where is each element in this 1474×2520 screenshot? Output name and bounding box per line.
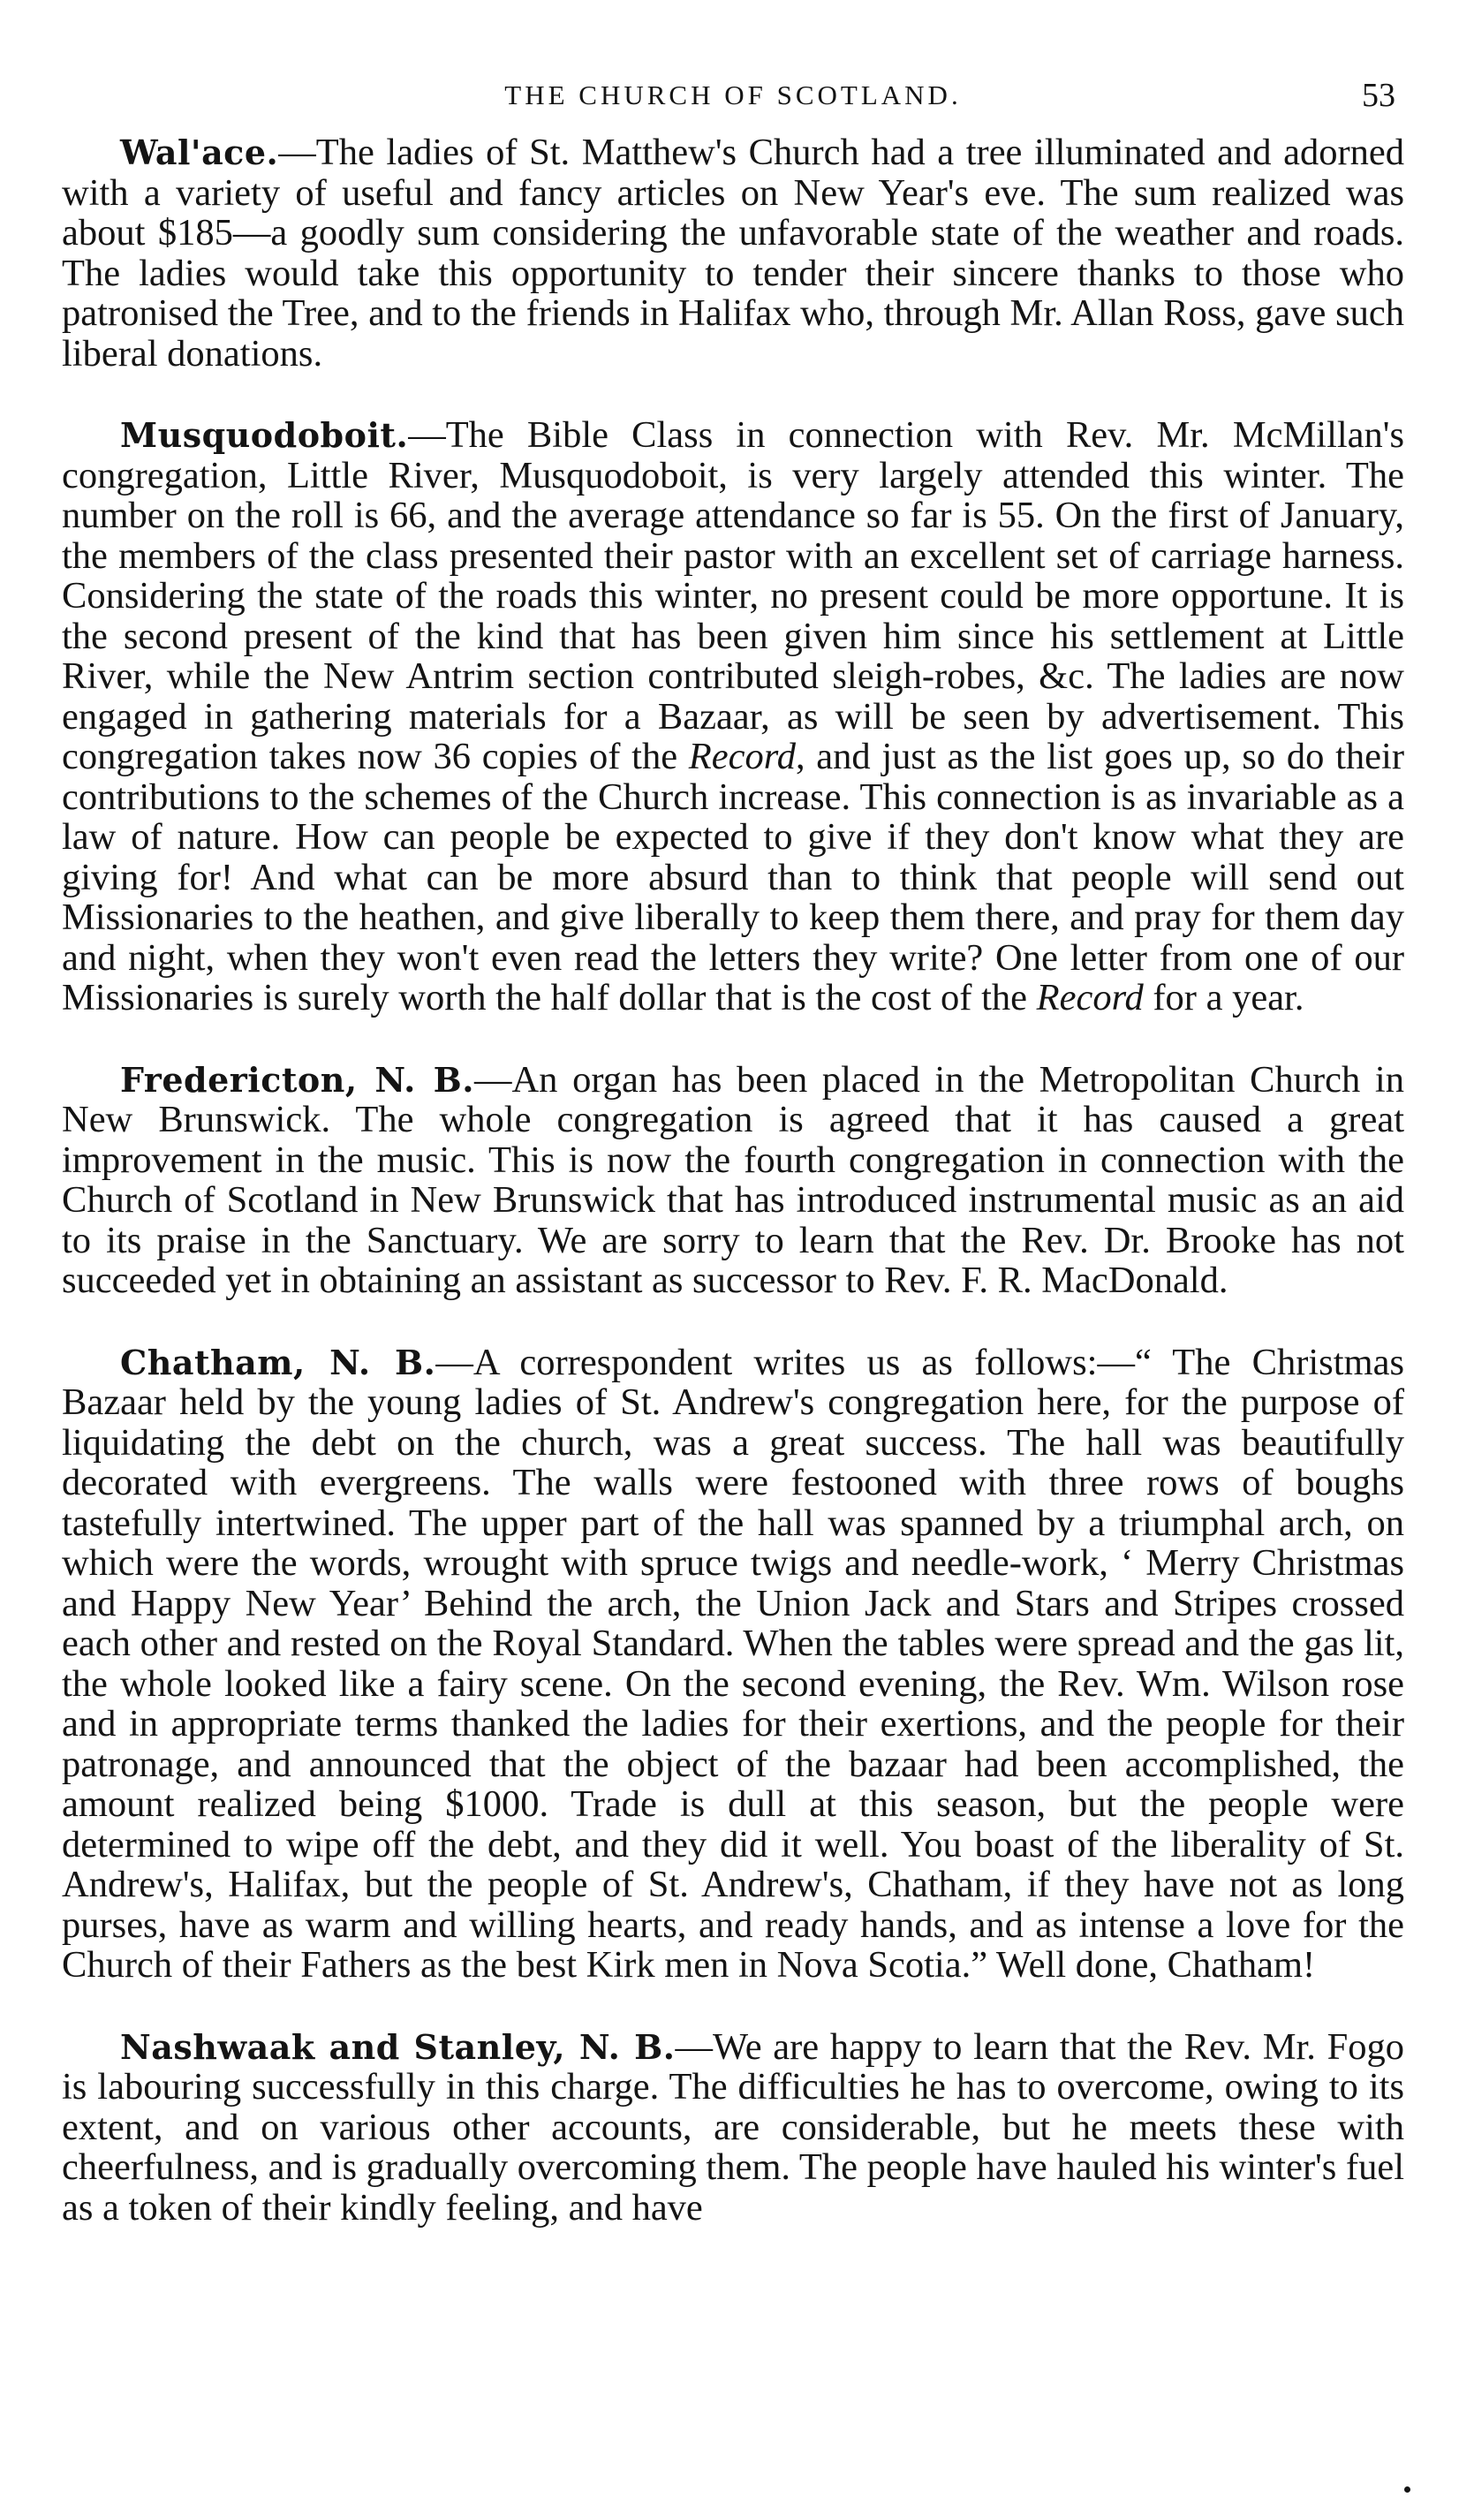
item-text: for a year. [1143,977,1304,1018]
running-header [62,79,1404,132]
item-text: —The Bible Class in connection with Rev. Mr. McMillan's congregation, Little River, Musquodoboit, is very largely attended this winter. The number on the roll is 66, and the average attendance so far is 55. On the first of January, the members of the class presented their pastor with an excellent set of carriage harness. Considering the state of the roads this winter, no present could be more opportune. It is the second present of the kind that has been given him since his settlement at Little River, while the New Antrim section contributed sleigh-robes, &c. The ladies are now engaged in gathering materials for a Bazaar, as will be seen by advertisement. This congregation takes now 36 copies of the [62,414,1404,777]
place-heading: Musquodoboit. [120,415,409,455]
item-text: —A correspondent writes us as follows:—“ The Christmas Bazaar held by the young ladies of St. Andrew's congregation here, for the purpose of liquidating the debt on the church, was a great success. The hall was beautifully decorated with evergreens. The walls were festooned with three rows of boughs tastefully intertwined. The upper part of the hall was spanned by a triumphal arch, on which were the words, wrought with spruce twigs and needle-work, ‘ Merry Christmas and Happy New Year’ Behind the arch, the Union Jack and Stars and Stripes crossed each other and rested on the Royal Standard. When the tables were spread and the gas lit, the whole looked like a fairy scene. On the second evening, the Rev. Wm. Wilson rose and in appropriate terms thanked the ladies for their exertions, and the people for their patronage, and announced that the object of the bazaar had been accomplished, the amount realized being $1000. Trade is dull at this season, but the people were determined to wipe off the debt, and they did it well. You boast of the liberality of St. Andrew's, Halifax, but the people of St. Andrew's, Chatham, if they have not as long purses, have as warm and willing hearts, and ready hands, and as intense a love for the Church of their Fathers as the best Kirk men in Nova Scotia.” Well done, Chatham! [62,1341,1404,1986]
page-number: 53 [1362,77,1395,114]
publication-title: Record [688,736,796,777]
news-item-chatham [62,1343,1404,1986]
place-heading: Fredericton, N. B. [120,1059,474,1100]
document-page [62,79,1404,2269]
publication-title: Record [1036,977,1144,1018]
running-title: THE CHURCH OF SCOTLAND. [504,79,962,110]
place-heading: Wal'ace. [120,132,279,172]
news-item-musquodoboit [62,415,1404,1018]
place-heading: Chatham, N. B. [120,1342,436,1382]
news-item-fredericton [62,1060,1404,1301]
place-heading: Nashwaak and Stanley, N. B. [120,2026,676,2067]
item-text: —The ladies of St. Matthew's Church had a tree illuminated and adorned with a variety of useful and fancy articles on New Year's eve. The sum realized was about $185—a goodly sum considering the unfavorable state of the weather and roads. The ladies would take this opportunity to tender their sincere thanks to those who patronised the Tree, and to the friends in Halifax who, through Mr. Allan Ross, gave such liberal donations. [62,132,1404,375]
item-text: —We are happy to learn that the Rev. Mr. Fogo is labouring successfully in this charge. The difficulties he has to overcome, owing to its extent, and on various other accounts, are considerable, but he meets these with cheerfulness, and is gradually overcoming them. The people have hauled his winter's fuel as a token of their kindly feeling, and have [62,2025,1404,2229]
ink-speck [1404,2486,1410,2493]
news-item-wallace [62,132,1404,374]
news-item-nashwaak-stanley [62,2027,1404,2229]
item-text: —An organ has been placed in the Metropolitan Church in New Brunswick. The whole congregation is agreed that it has caused a great improvement in the music. This is now the fourth congregation in connection with the Church of Scotland in New Brunswick that has introduced instrumental music as an aid to its praise in the Sanctuary. We are sorry to learn that the Rev. Dr. Brooke has not succeeded yet in obtaining an assistant as successor to Rev. F. R. MacDonald. [62,1058,1404,1301]
item-text: , and just as the list goes up, so do their contributions to the schemes of the Church increase. This connection is as invariable as a law of nature. How can people be expected to give if they don't know what they are giving for! And what can be more absurd than to think that people will send out Missionaries to the heathen, and give liberally to keep them there, and pray for them day and night, when they won't even read the letters they write? One letter from one of our Missionaries is surely worth the half dollar that is the cost of the [62,736,1404,1018]
